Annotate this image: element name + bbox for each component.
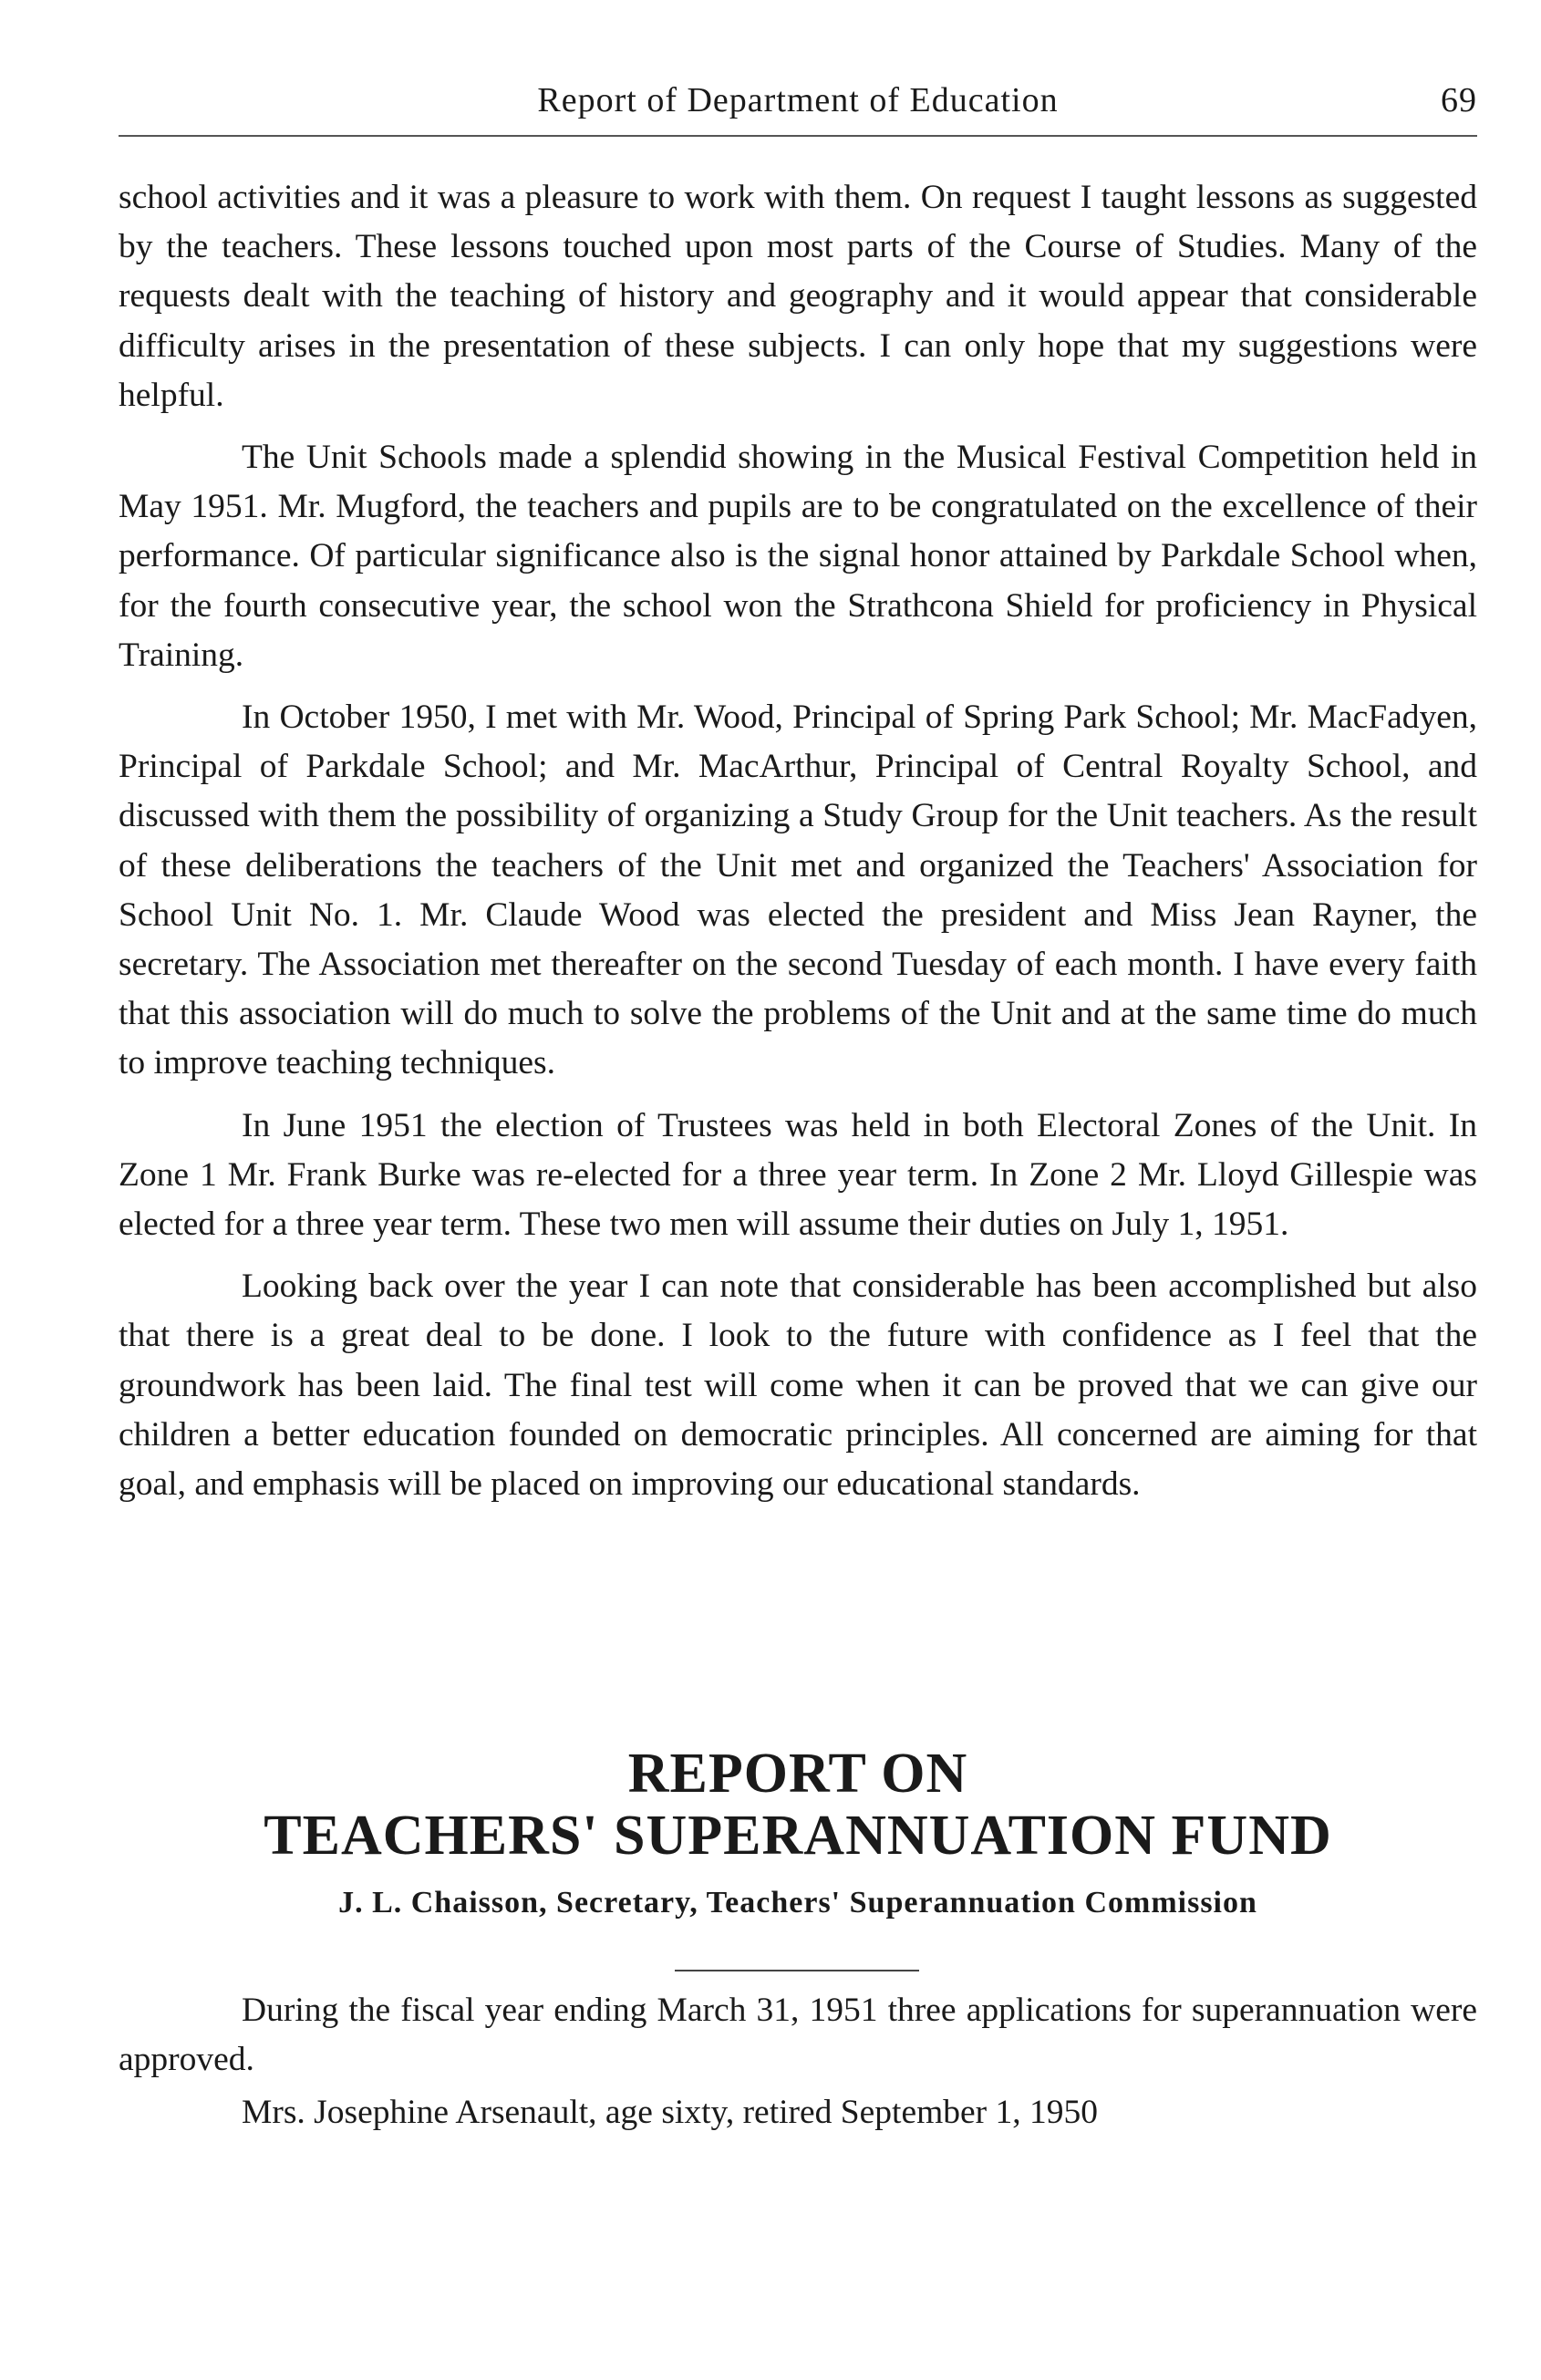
report-byline: J. L. Chaisson, Secretary, Teachers' Superannuation Commission — [338, 1886, 1257, 1920]
paragraph: During the fiscal year ending March 31, 1951 three applications for superannuation were approved. — [119, 1992, 1477, 2079]
section-divider — [675, 1970, 919, 1971]
report-heading-line1: REPORT ON — [627, 1743, 968, 1805]
paragraph: The Unit Schools made a splendid showing in the Musical Festival Competition held in May 1951. Mr. Mugford, the teachers and pupils are to be congratulated on the excellence of their performance. Of particular significance also is the signal honor attained by Parkdale School when, for the fourth consecutive year, the school won the Strathcona Shield for proficiency in Physical Training. — [119, 439, 1477, 674]
paragraph: Looking back over the year I can note that considerable has been accomplished but also that there is a great deal to be done. I look to the future with confidence as I feel that the groundwork has been laid. The final test will come when it can be proved that we can give our children a better education founded on democratic principles. All concerned are aiming for that goal, and emphasis will be placed on improving our educational standards. — [119, 1268, 1477, 1504]
page-number: 69 — [1441, 81, 1477, 119]
main-body — [119, 173, 1477, 1522]
header-rule — [119, 135, 1477, 137]
running-header — [119, 73, 1477, 128]
paragraph: school activities and it was a pleasure to work with them. On request I taught lessons as suggested by the teachers. These lessons touched upon most parts of the Course of Studies. Many of the requests dealt with the teaching of history and geography and it would appear that considerable difficulty arises in the presentation of these subjects. I can only hope that my suggestions were helpful. — [119, 179, 1477, 414]
paragraph: Mrs. Josephine Arsenault, age sixty, retired September 1, 1950 — [242, 2094, 1099, 2132]
paragraph: In June 1951 the election of Trustees was held in both Electoral Zones of the Unit. In Zone 1 Mr. Frank Burke was re-elected for a three year term. In Zone 2 Mr. Lloyd Gillespie was elected for a three year term. These two men will assume their duties on July 1, 1951. — [119, 1106, 1477, 1244]
header-title: Report of Department of Education — [537, 81, 1059, 119]
report-body — [119, 1986, 1477, 2142]
report-heading-line2: TEACHERS' SUPERANNUATION FUND — [264, 1805, 1332, 1867]
paragraph: In October 1950, I met with Mr. Wood, Principal of Spring Park School; Mr. MacFadyen, Principal of Parkdale School; and Mr. MacArthur, Principal of Central Royalty School, and discussed with them the possibility of organizing a Study Group for the Unit teachers. As the result of these deliberations the teachers of the Unit met and organized the Teachers' Association for School Unit No. 1. Mr. Claude Wood was elected the president and Miss Jean Rayner, the secretary. The Association met thereafter on the second Tuesday of each month. I have every faith that this association will do much to solve the problems of the Unit and at the same time do much to improve teaching techniques. — [119, 698, 1477, 1082]
